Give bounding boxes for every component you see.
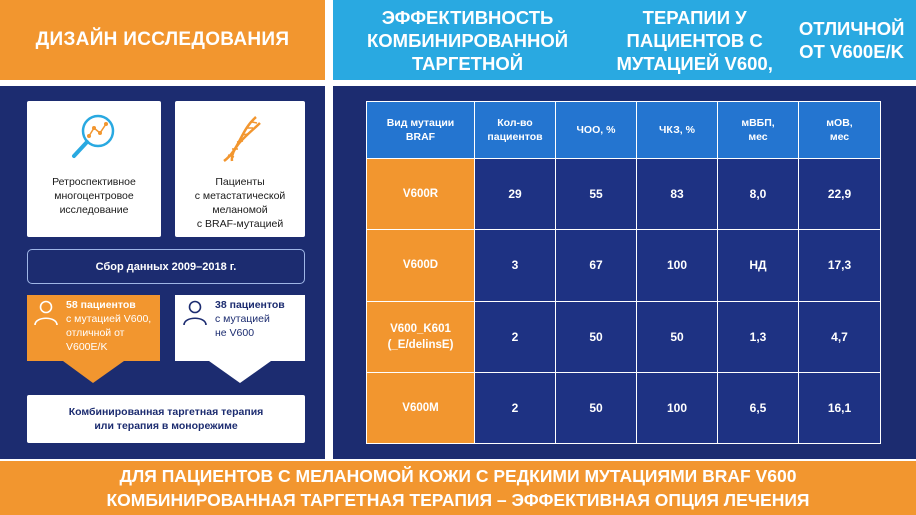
magnifier-icon bbox=[64, 103, 124, 175]
mutation-label: V600R bbox=[402, 188, 439, 201]
table-row bbox=[367, 159, 881, 230]
col-header-pfs-line-1: мВБП, bbox=[741, 117, 775, 129]
group-b-line-1: 38 пациентов bbox=[215, 299, 285, 311]
conclusion-line-1: ДЛЯ ПАЦИЕНТОВ С МЕЛАНОМОЙ КОЖИ С РЕДКИМИ МУТАЦИЯМИ BRAF V600 bbox=[119, 466, 797, 486]
col-header-mutation bbox=[367, 102, 475, 159]
mutation-cell bbox=[367, 159, 475, 230]
conclusion-banner bbox=[0, 461, 916, 515]
card-1-line-3: исследование bbox=[59, 204, 129, 216]
pfs-cell: 1,3 bbox=[718, 301, 799, 372]
retrospective-study-card bbox=[27, 101, 161, 237]
table-row bbox=[367, 230, 881, 301]
pfs-cell: НД bbox=[718, 230, 799, 301]
col-header-pfs-line-2: мес bbox=[748, 131, 768, 143]
group-a-line-4: V600E/K bbox=[66, 341, 108, 353]
card-1-line-2: многоцентровое bbox=[54, 190, 134, 202]
mutation-cell bbox=[367, 372, 475, 443]
os-cell: 16,1 bbox=[799, 372, 881, 443]
col-header-orr-line-1: ЧОО, % bbox=[576, 124, 616, 136]
efficacy-header-line-1: ЭФФЕКТИВНОСТЬ КОМБИНИРОВАННОЙ ТАРГЕТНОЙ bbox=[367, 6, 569, 74]
dcr-cell: 50 bbox=[637, 301, 718, 372]
col-header-mutation-line-2: BRAF bbox=[405, 131, 436, 143]
conclusion-line-2: КОМБИНИРОВАННАЯ ТАРГЕТНАЯ ТЕРАПИЯ – ЭФФЕКТИВНАЯ ОПЦИЯ ЛЕЧЕНИЯ bbox=[106, 490, 810, 510]
os-cell: 22,9 bbox=[799, 159, 881, 230]
person-icon bbox=[181, 298, 209, 326]
mutation-cell bbox=[367, 230, 475, 301]
os-cell: 17,3 bbox=[799, 230, 881, 301]
mutation-label: V600M bbox=[402, 401, 439, 414]
group-a-line-3: отличной от bbox=[66, 327, 125, 339]
patients-cell: 2 bbox=[475, 372, 556, 443]
card-1-line-1: Ретроспективное bbox=[52, 176, 136, 188]
col-header-patients-line-1: Кол-во bbox=[497, 117, 533, 129]
patients-cell: 29 bbox=[475, 159, 556, 230]
group-b-line-2: с мутацией bbox=[215, 313, 270, 325]
group-b-arrow bbox=[175, 361, 305, 385]
col-header-os-line-2: мес bbox=[829, 131, 850, 143]
group-b-line-3: не V600 bbox=[215, 327, 255, 339]
group-a-line-1: 58 пациентов bbox=[66, 299, 136, 311]
col-header-os-line-1: мОВ, bbox=[826, 117, 853, 129]
group-a-arrow bbox=[27, 361, 160, 385]
mutation-cell bbox=[367, 301, 475, 372]
col-header-patients-line-2: пациентов bbox=[487, 131, 543, 143]
col-header-pfs bbox=[718, 102, 799, 159]
efficacy-table bbox=[366, 101, 881, 444]
table-row bbox=[367, 372, 881, 443]
orr-cell: 50 bbox=[556, 372, 637, 443]
therapy-result-box bbox=[27, 395, 305, 443]
dcr-cell: 83 bbox=[637, 159, 718, 230]
design-header: ДИЗАЙН ИССЛЕДОВАНИЯ bbox=[0, 0, 325, 80]
group-a bbox=[32, 298, 158, 354]
patients-cell: 3 bbox=[475, 230, 556, 301]
efficacy-header-line-3: ОТЛИЧНОЙ ОТ V600E/K bbox=[798, 18, 905, 62]
efficacy-header bbox=[333, 0, 916, 80]
data-collection-label: Сбор данных 2009–2018 г. bbox=[27, 249, 305, 284]
dcr-cell: 100 bbox=[637, 230, 718, 301]
result-line-1: Комбинированная таргетная терапия bbox=[68, 406, 264, 418]
card-2-line-1: Пациенты bbox=[215, 176, 265, 188]
group-a-line-2: с мутацией V600, bbox=[66, 313, 152, 325]
col-header-dcr-line-1: ЧКЗ, % bbox=[659, 124, 695, 136]
result-line-2: или терапия в монорежиме bbox=[94, 420, 238, 432]
dcr-cell: 100 bbox=[637, 372, 718, 443]
col-header-os bbox=[799, 102, 881, 159]
orr-cell: 67 bbox=[556, 230, 637, 301]
pfs-cell: 8,0 bbox=[718, 159, 799, 230]
col-header-orr bbox=[556, 102, 637, 159]
orr-cell: 50 bbox=[556, 301, 637, 372]
pfs-cell: 6,5 bbox=[718, 372, 799, 443]
mutation-label-line-1: V600_K601 bbox=[390, 322, 451, 335]
table-header-row bbox=[367, 102, 881, 159]
col-header-mutation-line-1: Вид мутации bbox=[386, 117, 455, 129]
col-header-dcr bbox=[637, 102, 718, 159]
mutation-label: V600D bbox=[402, 259, 439, 272]
card-2-line-4: с BRAF-мутацией bbox=[196, 218, 284, 230]
efficacy-header-line-2: ТЕРАПИИ У ПАЦИЕНТОВ С МУТАЦИЕЙ V600, bbox=[616, 6, 773, 74]
col-header-patients bbox=[475, 102, 556, 159]
person-icon bbox=[32, 298, 60, 326]
card-2-line-2: с метастатической bbox=[194, 190, 286, 202]
patients-cell: 2 bbox=[475, 301, 556, 372]
group-b bbox=[181, 298, 303, 340]
orr-cell: 55 bbox=[556, 159, 637, 230]
card-2-line-3: меланомой bbox=[212, 204, 268, 216]
os-cell: 4,7 bbox=[799, 301, 881, 372]
patients-card bbox=[175, 101, 305, 237]
dna-icon bbox=[210, 103, 270, 175]
mutation-label-line-2: (_E/delinsE) bbox=[387, 338, 454, 351]
table-row bbox=[367, 301, 881, 372]
